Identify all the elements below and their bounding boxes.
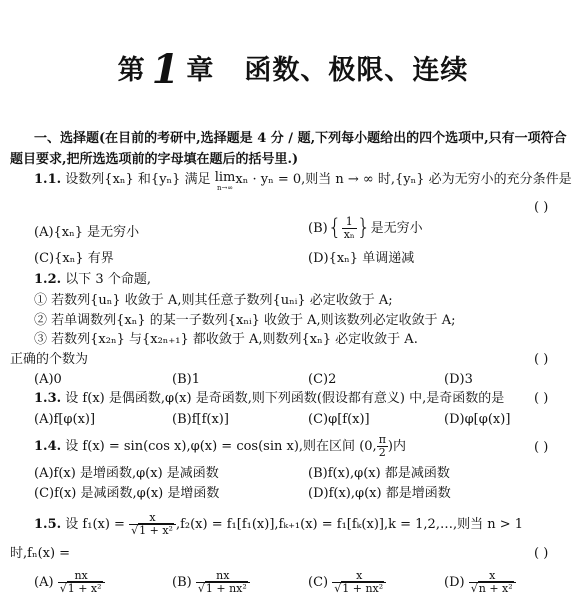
numerator: x	[332, 570, 386, 583]
question-number: 1.1.	[34, 172, 62, 187]
fraction	[129, 512, 176, 537]
denominator	[196, 583, 250, 595]
limit-expression	[215, 172, 236, 194]
option-d[interactable]: (D){xₙ} 单调递减	[308, 251, 415, 266]
statement-3: ③ 若数列{x₂ₙ} 与{x₂ₙ₊₁} 都收敛于 A,则数列{xₙ} 必定收敛于 A.	[34, 332, 418, 347]
denominator	[469, 583, 516, 595]
answer-blank[interactable]: ( )	[534, 200, 549, 215]
radicand: 1 + nx²	[205, 582, 247, 595]
option-a[interactable]: (A)f[φ(x)]	[34, 412, 96, 427]
stem-text: 设 f(x) 是偶函数,φ(x) 是奇函数,则下列函数(假设都有意义) 中,是奇函数的是	[65, 391, 505, 406]
question-1-3-stem	[34, 391, 504, 407]
answer-blank[interactable]: ( )	[534, 440, 549, 455]
chapter-number: 1	[151, 46, 181, 93]
denominator	[332, 583, 386, 595]
stem-text: 以下 3 个命题,	[65, 272, 151, 287]
option-c[interactable]	[308, 570, 386, 595]
sqrt: √1 + x²	[59, 582, 102, 595]
option-label: (C)	[308, 575, 329, 590]
fraction	[377, 434, 388, 459]
sqrt: √1 + x²	[131, 524, 173, 537]
option-d[interactable]: (D)3	[444, 372, 473, 387]
stem-part: ,f₂(x) = f₁[f₁(x)],fₖ₊₁(x) = f₁[fₖ(x)],k = 1,2,…,则当 n > 1	[175, 517, 524, 532]
option-a[interactable]: (A)0	[34, 372, 62, 387]
fraction	[342, 216, 357, 241]
lim-word: lim	[214, 170, 236, 185]
denominator: xₙ	[343, 228, 355, 241]
fraction	[332, 570, 386, 595]
fraction	[196, 570, 250, 595]
option-a[interactable]	[34, 570, 105, 595]
option-d[interactable]	[444, 570, 516, 595]
fraction	[58, 570, 105, 595]
option-label: (B)	[308, 221, 328, 236]
option-label: (A)	[34, 575, 54, 590]
radicand: n + x²	[478, 582, 513, 595]
option-label: (D)	[444, 575, 465, 590]
option-b[interactable]: (B)f[f(x)]	[172, 412, 229, 427]
answer-blank[interactable]: ( )	[534, 391, 549, 406]
chapter-name: 函数、极限、连续	[244, 55, 469, 86]
answer-blank[interactable]: ( )	[534, 352, 549, 367]
numerator: nx	[58, 570, 105, 583]
option-label: (B)	[172, 575, 192, 590]
option-c[interactable]: (C)φ[f(x)]	[308, 412, 370, 427]
sqrt: √n + x²	[470, 582, 513, 595]
stem-part: 设数列{xₙ} 和{yₙ} 满足	[65, 172, 211, 187]
question-1-1-stem	[34, 172, 572, 194]
option-d[interactable]: (D)f(x),φ(x) 都是增函数	[308, 486, 451, 501]
question-number: 1.5.	[34, 517, 62, 532]
chapter-suffix: 章	[186, 55, 215, 86]
option-c[interactable]: (C){xₙ} 有界	[34, 251, 114, 266]
option-b[interactable]	[172, 570, 250, 595]
option-c[interactable]: (C)f(x) 是减函数,φ(x) 是增函数	[34, 486, 220, 501]
chapter-prefix: 第	[117, 55, 146, 86]
sqrt: √1 + nx²	[334, 582, 384, 595]
sqrt: √1 + nx²	[197, 582, 247, 595]
statement-1: ① 若数列{uₙ} 收敛于 A,则其任意子数列{uₙᵢ} 必定收敛于 A;	[34, 293, 393, 308]
option-c[interactable]: (C)2	[308, 372, 337, 387]
radicand: 1 + nx²	[342, 582, 384, 595]
numerator: x	[469, 570, 516, 583]
stem-text: 设 f(x) = sin(cos x),φ(x) = cos(sin x),则在区间	[65, 439, 356, 454]
question-number: 1.4.	[34, 439, 62, 454]
brace-right: }	[356, 215, 371, 241]
numerator: nx	[196, 570, 250, 583]
option-text: 是无穷小	[370, 221, 423, 236]
numerator: x	[129, 512, 176, 525]
section-heading-line1: 一、选择题(在目前的考研中,选择题是 4 分 / 题,下列每小题给出的四个选项中,只有一项符合	[34, 131, 567, 146]
option-b[interactable]: (B)f(x),φ(x) 都是减函数	[308, 466, 450, 481]
question-1-2-ask: 正确的个数为	[10, 352, 89, 367]
statement-2: ② 若单调数列{xₙ} 的某一子数列{xₙᵢ} 收敛于 A,则该数列必定收敛于 A;	[34, 313, 456, 328]
question-1-5-stem-cont: 时,fₙ(x) =	[10, 546, 71, 561]
stem-part: xₙ · yₙ = 0,则当 n → ∞ 时,{yₙ} 必为无穷小的充分条件是	[235, 172, 572, 187]
radicand: 1 + x²	[67, 582, 102, 595]
numerator: π	[378, 433, 386, 446]
question-1-4-stem	[34, 434, 406, 459]
section-heading-line2: 题目要求,把所选选项前的字母填在题后的括号里.)	[10, 152, 299, 167]
denominator	[129, 525, 176, 537]
denominator	[58, 583, 105, 595]
lim-subscript: n→∞	[216, 184, 234, 192]
question-1-5-stem	[34, 512, 523, 537]
stem-part: 设 f₁(x) =	[65, 517, 125, 532]
fraction	[469, 570, 516, 595]
chapter-title	[0, 42, 586, 93]
answer-blank[interactable]: ( )	[534, 546, 549, 561]
option-a[interactable]: (A){xₙ} 是无穷小	[34, 225, 140, 240]
brace-left: {	[327, 215, 342, 241]
radicand: 1 + x²	[139, 524, 173, 537]
interval-open: (0,	[359, 439, 377, 454]
option-b[interactable]	[308, 216, 423, 241]
denominator: 2	[378, 446, 386, 459]
question-number: 1.3.	[34, 391, 62, 406]
numerator: 1	[342, 216, 357, 229]
option-d[interactable]: (D)φ[φ(x)]	[444, 412, 511, 427]
option-b[interactable]: (B)1	[172, 372, 200, 387]
interval-close: )内	[387, 439, 406, 454]
question-1-2-stem	[34, 272, 151, 288]
question-number: 1.2.	[34, 272, 62, 287]
option-a[interactable]: (A)f(x) 是增函数,φ(x) 是减函数	[34, 466, 219, 481]
